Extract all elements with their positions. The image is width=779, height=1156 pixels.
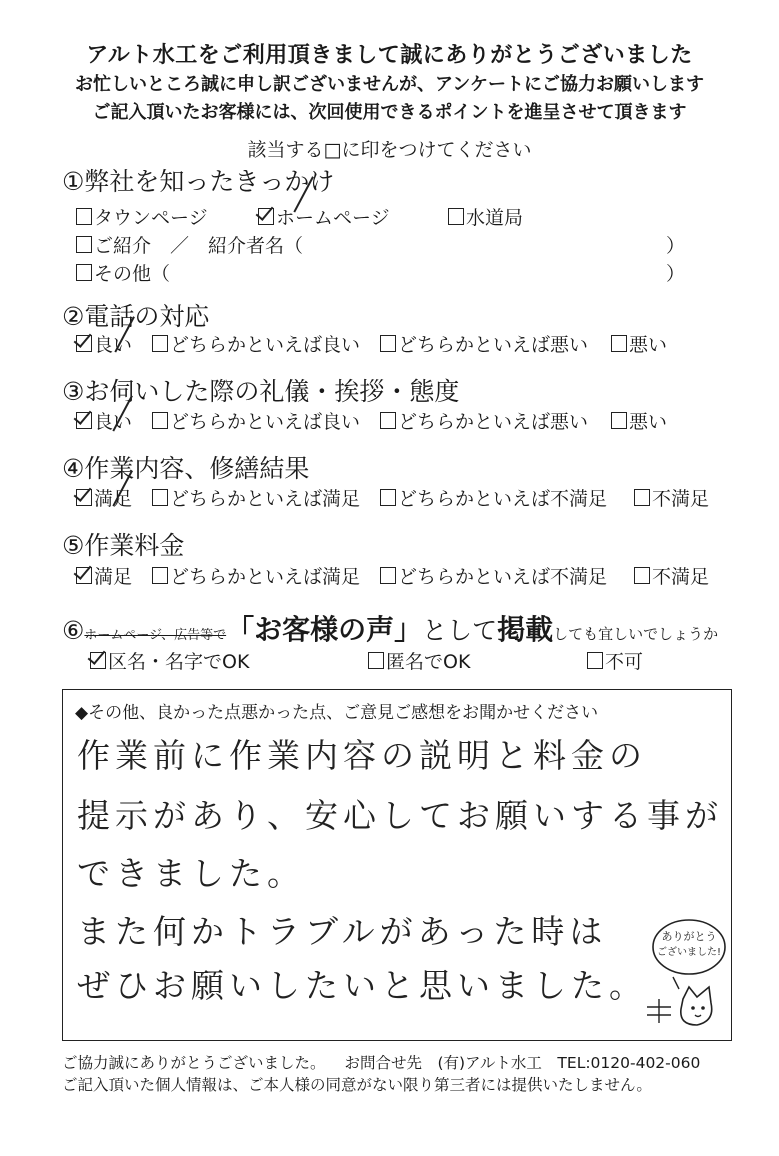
checkbox-checked-icon[interactable] (76, 489, 92, 506)
q1-option-homepage[interactable]: ホームページ (258, 203, 390, 230)
svg-text:ございました!: ございました! (656, 947, 722, 958)
checkbox-icon[interactable] (634, 567, 650, 584)
handwritten-line-3: できました。 (77, 854, 305, 893)
comment-box[interactable] (62, 689, 732, 1041)
q3-option-good[interactable]: 良い (76, 407, 132, 434)
q6-bold: 掲載 (497, 613, 554, 646)
comment-label: ◆その他、良かった点悪かった点、ご意見ご感想をお聞かせください (75, 703, 599, 723)
footer-line-1 (62, 1051, 700, 1073)
checkbox-checked-icon[interactable] (76, 412, 92, 429)
handwritten-line-4: また何かトラブルがあった時は (77, 912, 608, 951)
footer-thanks: ご協力誠にありがとうございました。 (62, 1054, 326, 1072)
checkbox-checked-icon[interactable] (76, 567, 92, 584)
q4-option-somewhat-unsatisfied[interactable]: どちらかといえば不満足 (380, 484, 607, 511)
instruction-text: 該当する□に印をつけてください (247, 139, 532, 161)
other-close-paren: ） (666, 263, 686, 285)
q6-option-name-ok[interactable]: 区名・名字でOK (90, 647, 249, 674)
checkbox-icon[interactable] (380, 489, 396, 506)
q4-option-somewhat-satisfied[interactable]: どちらかといえば満足 (152, 484, 360, 511)
checkbox-icon[interactable] (368, 652, 384, 669)
survey-title: アルト水工をご利用頂きまして誠にありがとうございました (86, 43, 693, 68)
checkbox-icon[interactable] (152, 567, 168, 584)
q4-title: ④作業内容、修繕結果 (62, 454, 310, 483)
q5-option-somewhat-satisfied[interactable]: どちらかといえば満足 (152, 562, 360, 589)
checkbox-icon[interactable] (152, 335, 168, 352)
q6-option-not-allowed[interactable]: 不可 (587, 647, 643, 674)
q3-option-bad[interactable]: 悪い (611, 407, 667, 434)
q2-option-good[interactable]: 良い (76, 330, 132, 357)
checkbox-icon[interactable] (634, 489, 650, 506)
q1-option-other[interactable]: その他（ (76, 259, 170, 286)
survey-request-text: お忙しいところ誠に申し訳ございませんが、アンケートにご協力お願いします (75, 74, 704, 95)
handwritten-line-2: 提示があり、安心してお願いする事が (77, 796, 723, 835)
checkbox-icon[interactable] (380, 412, 396, 429)
handwritten-line-1: 作業前に作業内容の説明と料金の (77, 736, 647, 775)
q2-title: ②電話の対応 (62, 302, 210, 331)
checkbox-checked-icon[interactable] (76, 335, 92, 352)
thank-you-cat-doodle-icon (643, 915, 729, 1037)
checkbox-icon[interactable] (152, 412, 168, 429)
q5-option-satisfied[interactable]: 満足 (76, 562, 132, 589)
q6-option-anonymous-ok[interactable]: 匿名でOK (368, 647, 470, 674)
handwritten-line-5: ぜひお願いしたいと思いました。 (77, 966, 647, 1005)
q1-option-referral[interactable]: ご紹介 ／ 紹介者名（ (76, 231, 303, 258)
q5-option-somewhat-unsatisfied[interactable]: どちらかといえば不満足 (380, 562, 607, 589)
q2-option-somewhat-good[interactable]: どちらかといえば良い (152, 330, 360, 357)
q1-option-townpage[interactable]: タウンページ (76, 203, 208, 230)
q2-option-bad[interactable]: 悪い (611, 330, 667, 357)
q6-prefix: ホームページ、広告等で (84, 628, 227, 643)
q1-option-waterworks[interactable]: 水道局 (448, 203, 523, 230)
survey-points-text: ご記入頂いたお客様には、次回使用できるポイントを進呈させて頂きます (92, 102, 687, 123)
checkbox-icon[interactable] (76, 208, 92, 225)
q5-title: ⑤作業料金 (62, 531, 185, 560)
checkbox-icon[interactable] (380, 335, 396, 352)
footer-contact: お問合せ先 (有)アルト水工 TEL:0120-402-060 (344, 1054, 701, 1072)
q5-option-unsatisfied[interactable]: 不満足 (634, 562, 709, 589)
checkbox-icon[interactable] (611, 412, 627, 429)
q6-quote: 「お客様の声」 (226, 613, 423, 646)
q3-option-somewhat-good[interactable]: どちらかといえば良い (152, 407, 360, 434)
q6-mid: として (422, 616, 498, 645)
q3-title: ③お伺いした際の礼儀・挨拶・態度 (62, 377, 460, 406)
q2-option-somewhat-bad[interactable]: どちらかといえば悪い (380, 330, 588, 357)
referral-close-paren: ） (666, 235, 686, 257)
checkbox-icon[interactable] (76, 264, 92, 281)
q6-title (62, 608, 718, 648)
q1-title: ①弊社を知ったきっかけ (62, 167, 335, 196)
checkbox-icon[interactable] (587, 652, 603, 669)
checkbox-checked-icon[interactable] (90, 652, 106, 669)
checkbox-checked-icon[interactable] (258, 208, 274, 225)
q6-suffix: しても宜しいでしょうか (553, 625, 719, 643)
checkbox-icon[interactable] (380, 567, 396, 584)
checkbox-icon[interactable] (152, 489, 168, 506)
checkbox-icon[interactable] (611, 335, 627, 352)
footer-privacy: ご記入頂いた個人情報は、ご本人様の同意がない限り第三者には提供いたしません。 (62, 1076, 652, 1094)
q3-option-somewhat-bad[interactable]: どちらかといえば悪い (380, 407, 588, 434)
svg-text:ありがとう: ありがとう (661, 930, 717, 943)
checkbox-icon[interactable] (448, 208, 464, 225)
q4-option-satisfied[interactable]: 満足 (76, 484, 132, 511)
q6-number: ⑥ (62, 616, 85, 645)
q4-option-unsatisfied[interactable]: 不満足 (634, 484, 709, 511)
checkbox-icon[interactable] (76, 236, 92, 253)
